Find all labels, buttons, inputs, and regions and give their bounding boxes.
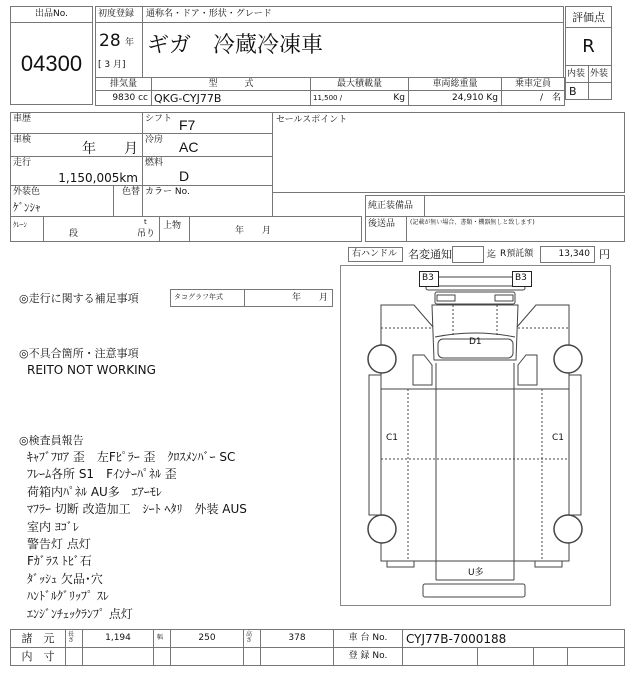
inner-label: 内 寸 xyxy=(21,650,55,663)
chassis-no: CYJ77B-7000188 xyxy=(406,632,507,646)
ac: AC xyxy=(179,139,199,155)
rear-bumper xyxy=(423,584,525,597)
equipment-label: 純正装備品 xyxy=(368,201,414,211)
width-label: 幅 xyxy=(157,634,164,641)
truck-damage-diagram xyxy=(340,265,612,607)
width-cell xyxy=(170,629,244,648)
displacement-label-cell xyxy=(95,77,152,91)
until-label: 迄 xyxy=(487,250,497,260)
history-cell xyxy=(10,112,143,134)
name-change-label: 名変通知 xyxy=(408,248,452,261)
max-load-unit: Kg xyxy=(393,93,405,103)
right-door-top xyxy=(517,305,569,345)
yen-label: 円 xyxy=(599,248,610,261)
left-door-top xyxy=(381,305,433,345)
headlight-right xyxy=(495,295,513,301)
crane-lift: 吊り xyxy=(137,229,156,239)
shift: F7 xyxy=(179,117,196,133)
crane-ton: t xyxy=(144,218,147,226)
model-cell xyxy=(151,90,311,106)
lot-label: 出品No. xyxy=(35,9,68,19)
interior-cell xyxy=(565,82,589,100)
reg-year: 28 xyxy=(99,31,121,51)
report-line: Fｶﾞﾗｽ ﾄﾋﾞ石 xyxy=(27,554,92,569)
reg-label: 登 録 No. xyxy=(348,651,388,661)
max-load-cell xyxy=(310,90,409,106)
reg-label-cell xyxy=(333,647,403,666)
vehicle-name-cell xyxy=(142,22,564,78)
score-cell xyxy=(565,27,612,66)
crane-label-cell xyxy=(10,216,44,242)
report-line: 室内 ﾖｺﾞﾚ xyxy=(27,519,79,534)
height: 378 xyxy=(288,633,306,643)
color-no-label: カラー No. xyxy=(145,187,190,197)
report-line: ﾊﾝﾄﾞﾙｸﾞﾘｯﾌﾟ ｽﾚ xyxy=(27,589,109,604)
grille xyxy=(435,292,515,304)
displacement-label: 排気量 xyxy=(109,79,137,89)
gross-cell xyxy=(408,90,502,106)
ac-label: 冷房 xyxy=(145,135,164,145)
tacho-box xyxy=(170,289,333,307)
upper-label-cell xyxy=(159,216,190,242)
capacity-label-cell xyxy=(501,77,565,91)
length: 1,194 xyxy=(105,633,131,643)
reg-year-unit: 年 xyxy=(125,38,135,48)
name-label-cell xyxy=(142,6,564,23)
length-label: 長さ xyxy=(68,631,75,644)
width: 250 xyxy=(198,633,216,643)
recycle-box xyxy=(540,246,595,263)
crane-label: ｸﾚｰﾝ xyxy=(13,221,27,229)
driving-notes-label: ◎走行に関する補足事項 xyxy=(19,292,139,305)
later-items-note: (記載が無い場合、書類・機器無しと致します) xyxy=(410,219,535,226)
lot-label-cell xyxy=(10,6,93,23)
exterior-label: 外装 xyxy=(590,69,609,79)
side-step-right xyxy=(569,375,581,515)
name-change-box xyxy=(452,246,484,263)
wheel-front-right xyxy=(554,345,582,373)
model-label: 型 式 xyxy=(208,79,254,89)
report-line: ｷｬﾌﾞﾌﾛｱ 歪 左Fﾋﾟﾗｰ 歪 ｸﾛｽﾒﾝﾊﾞｰ SC xyxy=(27,450,236,464)
score-label-cell xyxy=(565,6,612,28)
mileage-cell xyxy=(10,156,143,186)
report-line: ｴﾝｼﾞﾝﾁｪｯｸﾗﾝﾌﾟ 点灯 xyxy=(27,606,133,621)
name-label: 通称名・ドア・形状・グレード xyxy=(146,9,272,19)
upper: 年 月 xyxy=(235,226,272,236)
report-line: ﾌﾚｰﾑ各所 S1 Fｲﾝﾅｰﾊﾟﾈﾙ 歪 xyxy=(27,467,177,482)
wheel-rear-left xyxy=(368,515,396,543)
color-change-label: 色替 xyxy=(121,187,140,197)
defect-label: ◎不具合箇所・注意事項 xyxy=(19,347,139,360)
sales-point-label: セールスポイント xyxy=(276,115,348,125)
gross-label-cell xyxy=(408,77,502,91)
score-label: 評価点 xyxy=(572,11,605,24)
length-cell xyxy=(82,629,154,648)
color-no-cell xyxy=(142,185,273,217)
color-label: 外装色 xyxy=(13,187,41,197)
damage-c1-left: C1 xyxy=(386,433,399,443)
front-bumper xyxy=(426,286,525,290)
first-reg-label-cell xyxy=(95,6,143,23)
color-cell xyxy=(10,185,114,217)
inspection-cell xyxy=(10,133,143,157)
fuel: D xyxy=(179,168,190,184)
recycle-label: R預託額 xyxy=(500,249,534,259)
tacho-value: 年 月 xyxy=(291,293,328,303)
rhd-label: 右ハンドル xyxy=(352,249,398,259)
inner-label-cell xyxy=(10,647,66,666)
mirror-left xyxy=(413,355,432,385)
recycle-fee: 13,340 xyxy=(558,249,590,259)
ac-cell xyxy=(142,133,273,157)
equipment-box xyxy=(365,195,625,217)
damage-u: U多 xyxy=(468,568,484,578)
model-label-cell xyxy=(151,77,311,91)
upper-cell xyxy=(189,216,362,242)
height-cell xyxy=(260,629,334,648)
max-load: 11,500 / xyxy=(313,94,343,102)
interior-grade: B xyxy=(569,85,577,98)
spec-label: 諸 元 xyxy=(21,632,55,645)
gross-label: 車両総重量 xyxy=(432,79,478,89)
report-label: ◎検査員報告 xyxy=(19,434,84,447)
damage-c1-right: C1 xyxy=(552,433,565,443)
interior-label: 内装 xyxy=(567,69,586,79)
mileage-label: 走行 xyxy=(13,158,32,168)
report-line: ﾀﾞｯｼｭ 欠品･穴 xyxy=(27,571,103,586)
damage-code: B3 xyxy=(422,273,434,283)
color: ｹﾞﾝｼｬ xyxy=(13,201,41,214)
report-line: 警告灯 点灯 xyxy=(27,537,91,552)
rhd-badge xyxy=(348,247,403,262)
lot-no: 04300 xyxy=(20,51,83,76)
exterior-label-cell xyxy=(588,65,612,83)
vehicle-name: ギガ 冷蔵冷凍車 xyxy=(147,33,324,58)
fuel-label: 燃料 xyxy=(145,158,164,168)
height-label: 高さ xyxy=(246,631,253,644)
reg-month: [ 3 月] xyxy=(98,60,126,70)
max-load-label-cell xyxy=(310,77,409,91)
color-change-cell xyxy=(113,185,143,217)
model: QKG-CYJ77B xyxy=(154,92,222,105)
history-label: 車歴 xyxy=(13,114,32,124)
mudguard-left xyxy=(387,561,414,567)
capacity-cell xyxy=(501,90,565,106)
headlight-left xyxy=(437,295,455,301)
displacement: 9830 cc xyxy=(112,93,148,103)
report-line: 荷箱内ﾊﾟﾈﾙ AU多 ｴｱｰﾓﾚ xyxy=(27,484,162,499)
wheel-front-left xyxy=(368,345,396,373)
first-reg-cell xyxy=(95,22,143,78)
chassis-label: 車 台 No. xyxy=(348,633,388,643)
inspection: 年 月 xyxy=(82,140,138,156)
side-step-left xyxy=(369,375,381,515)
inspection-label: 車検 xyxy=(13,135,32,145)
displacement-cell xyxy=(95,90,152,106)
score: R xyxy=(582,36,595,57)
mirror-right xyxy=(518,355,537,385)
sales-point-box xyxy=(272,112,625,193)
shift-label: シフト xyxy=(145,114,173,124)
wheel-rear-right xyxy=(554,515,582,543)
crane-cell xyxy=(43,216,160,242)
interior-label-cell xyxy=(565,65,589,83)
damage-b3-left xyxy=(419,271,439,287)
shift-cell xyxy=(142,112,273,134)
later-items-box xyxy=(365,216,625,242)
damage-d1: D1 xyxy=(469,337,482,347)
defect-text: REITO NOT WORKING xyxy=(27,363,156,377)
report-line: ﾏﾌﾗｰ 切断 改造加工 ｼｰﾄ ﾍﾀﾘ 外装 AUS xyxy=(27,502,247,517)
max-load-label: 最大積載量 xyxy=(336,79,382,89)
report-list xyxy=(27,449,247,623)
mudguard-right xyxy=(535,561,562,567)
first-reg-label: 初度登録 xyxy=(98,9,135,19)
later-items-label: 後送品 xyxy=(368,219,396,229)
damage-code: B3 xyxy=(515,273,527,283)
fuel-cell xyxy=(142,156,273,186)
upper-label: 上物 xyxy=(163,221,182,231)
spec-label-cell xyxy=(10,629,66,648)
capacity-label: 乗車定員 xyxy=(514,79,551,89)
mileage: 1,150,005km xyxy=(58,171,138,185)
crane-stage: 段 xyxy=(69,229,79,239)
gross-weight: 24,910 Kg xyxy=(452,93,498,103)
damage-b3-right xyxy=(512,271,532,287)
exterior-cell xyxy=(588,82,612,100)
capacity: / 名 xyxy=(539,93,561,103)
chassis-cell xyxy=(402,629,625,648)
lot-no-cell xyxy=(10,22,93,105)
tacho-label: タコグラフ年式 xyxy=(174,293,223,301)
chassis-label-cell xyxy=(333,629,403,648)
